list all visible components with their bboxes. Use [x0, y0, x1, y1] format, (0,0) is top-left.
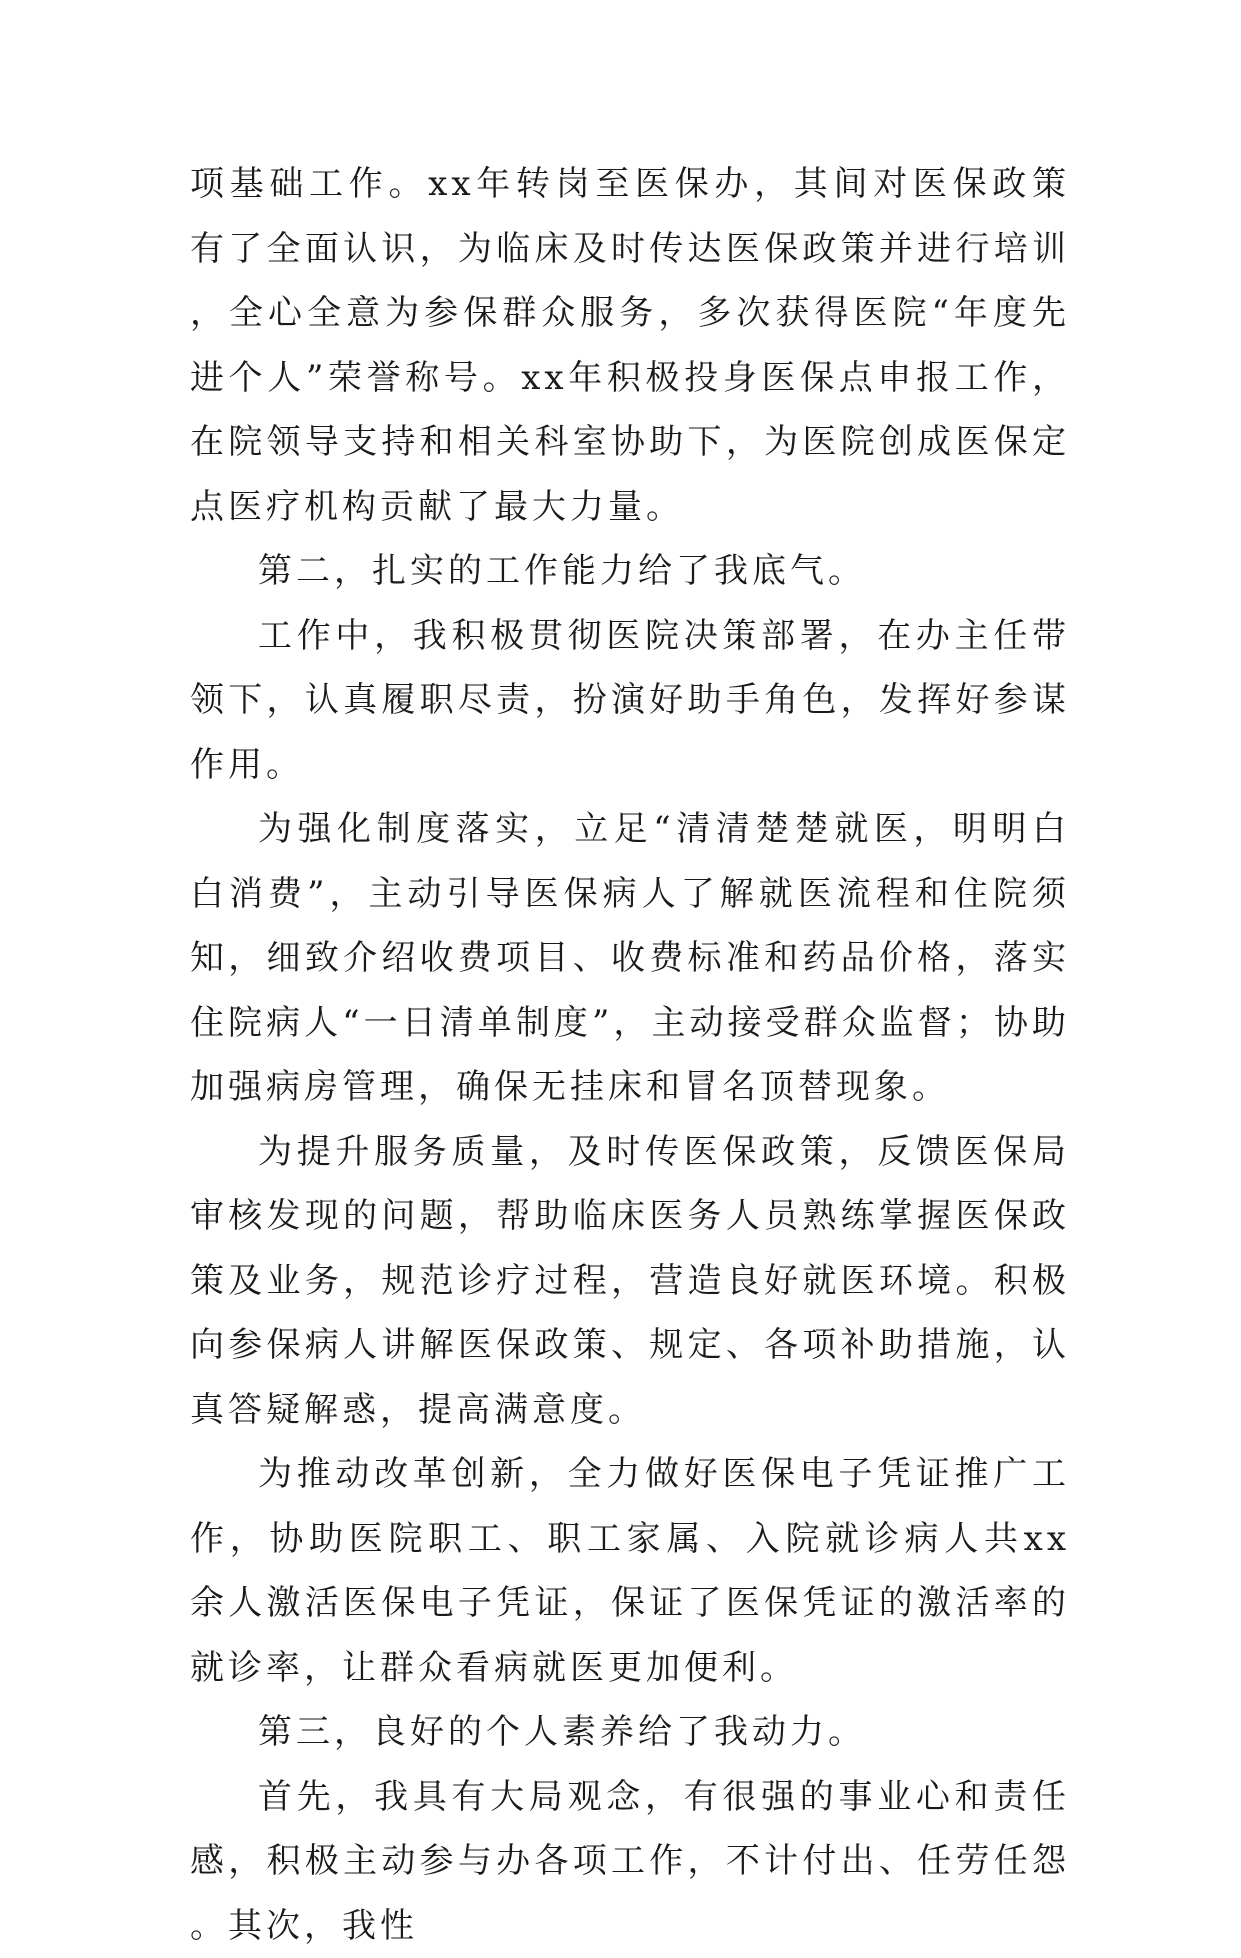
paragraph-work: 工作中，我积极贯彻医院决策部署，在办主任带领下，认真履职尽责，扮演好助手角色，发挥好参谋作用。 — [190, 604, 1070, 798]
document-body — [190, 152, 1070, 1958]
paragraph-service: 为提升服务质量，及时传医保政策，反馈医保局审核发现的问题，帮助临床医务人员熟练掌握医保政策及业务，规范诊疗过程，营造良好就医环境。积极向参保病人讲解医保政策、规定、各项补助措施，认真答疑解惑，提高满意度。 — [190, 1120, 1070, 1443]
paragraph-reform: 为推动改革创新，全力做好医保电子凭证推广工作，协助医院职工、职工家属、入院就诊病人共xx余人激活医保电子凭证，保证了医保凭证的激活率的就诊率，让群众看病就医更加便利。 — [190, 1442, 1070, 1700]
paragraph-quality: 首先，我具有大局观念，有很强的事业心和责任感，积极主动参与办各项工作，不计付出、任劳任怨。其次，我性 — [190, 1765, 1070, 1958]
section-heading-third: 第三，良好的个人素养给了我动力。 — [190, 1700, 1070, 1765]
section-heading-second: 第二，扎实的工作能力给了我底气。 — [190, 539, 1070, 604]
paragraph-continuation: 项基础工作。xx年转岗至医保办，其间对医保政策有了全面认识，为临床及时传达医保政策并进行培训，全心全意为参保群众服务，多次获得医院“年度先进个人”荣誉称号。xx年积极投身医保点申报工作，在院领导支持和相关科室协助下，为医院创成医保定点医疗机构贡献了最大力量。 — [190, 152, 1070, 539]
paragraph-system: 为强化制度落实，立足“清清楚楚就医，明明白白消费”，主动引导医保病人了解就医流程和住院须知，细致介绍收费项目、收费标准和药品价格，落实住院病人“一日清单制度”，主动接受群众监督；协助加强病房管理，确保无挂床和冒名顶替现象。 — [190, 797, 1070, 1120]
